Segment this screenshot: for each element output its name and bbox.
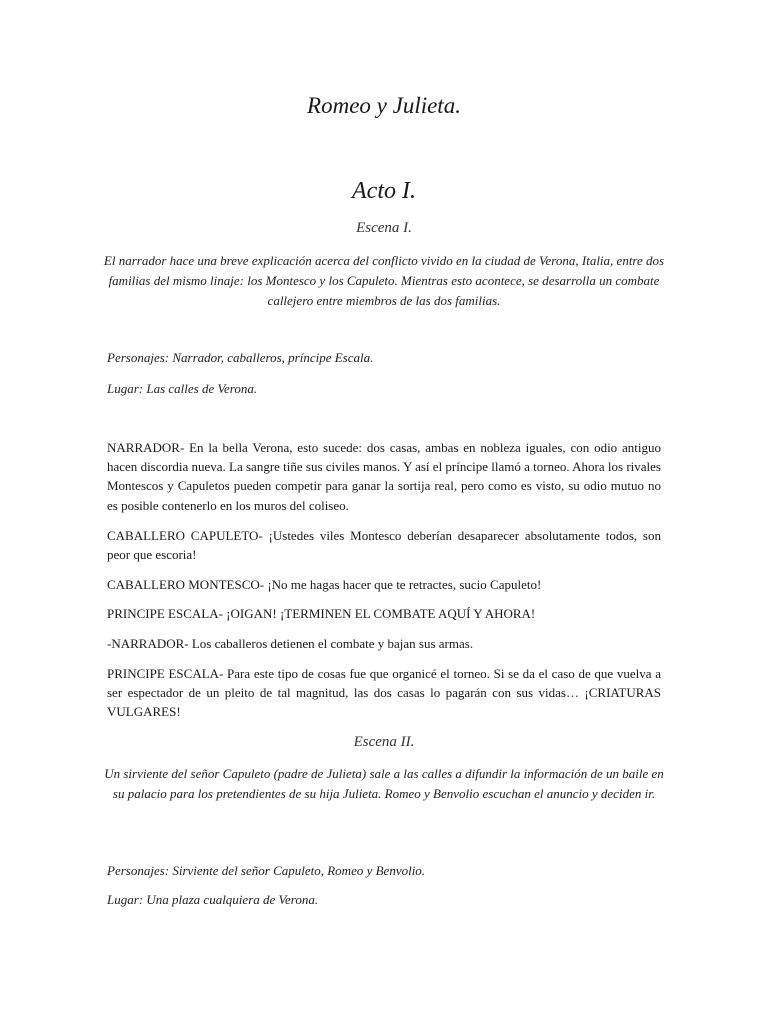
scene-1-place: Lugar: Las calles de Verona. <box>107 381 258 396</box>
dialogue-narrador: NARRADOR- En la bella Verona, esto sucede: dos casas, ambas en nobleza iguales, con odio antiguo hacen discordia nueva. La sangre tiñe sus civiles manos. Y así el príncipe llamó a torneo. Ahora los rivales Montescos y Capuletos pueden competir para ganar la sortija real, pero como es visto, su odio mutuo no es posible contenerlo en los muros del coliseo. <box>107 440 661 513</box>
scene-2-heading: Escena II. <box>353 734 415 750</box>
dialogue-caballero-montesco: CABALLERO MONTESCO- ¡No me hagas hacer que te retractes, sucio Capuleto! <box>107 577 542 592</box>
scene-1-characters: Personajes: Narrador, caballeros, príncipe Escala. <box>107 350 374 365</box>
scene-2-summary: Un sirviente del señor Capuleto (padre de Julieta) sale a las calles a difundir la información de un baile en su palacio para los pretendientes de su hija Julieta. Romeo y Benvolio escuchan el anuncio y deciden ir. <box>104 766 664 801</box>
scene-2-characters: Personajes: Sirviente del señor Capuleto, Romeo y Benvolio. <box>107 863 426 878</box>
scene-1-summary: El narrador hace una breve explicación acerca del conflicto vivido en la ciudad de Verona, Italia, entre dos familias del mismo linaje: los Montesco y los Capuleto. Mientras esto acontece, se desarrolla un combate callejero entre miembros de las dos familias. <box>103 253 665 308</box>
dialogue-principe-escala-2: PRINCIPE ESCALA- Para este tipo de cosas fue que organicé el torneo. Si se da el caso de que vuelva a ser espectador de un pleito de tal magnitud, las dos casas lo pagarán con sus vidas… ¡CRIATURAS VULGARES! <box>107 666 661 720</box>
dialogue-narrador-2: -NARRADOR- Los caballeros detienen el combate y bajan sus armas. <box>107 636 474 651</box>
dialogue-principe-escala-1: PRINCIPE ESCALA- ¡OIGAN! ¡TERMINEN EL COMBATE AQUÍ Y AHORA! <box>107 606 536 621</box>
scene-2-place: Lugar: Una plaza cualquiera de Verona. <box>107 892 319 907</box>
dialogue-caballero-capuleto: CABALLERO CAPULETO- ¡Ustedes viles Montesco deberían desaparecer absolutamente todos, son peor que escoria! <box>107 528 661 563</box>
act-heading: Acto I. <box>352 178 416 204</box>
scene-1-heading: Escena I. <box>356 220 412 236</box>
document-title: Romeo y Julieta. <box>307 93 461 118</box>
